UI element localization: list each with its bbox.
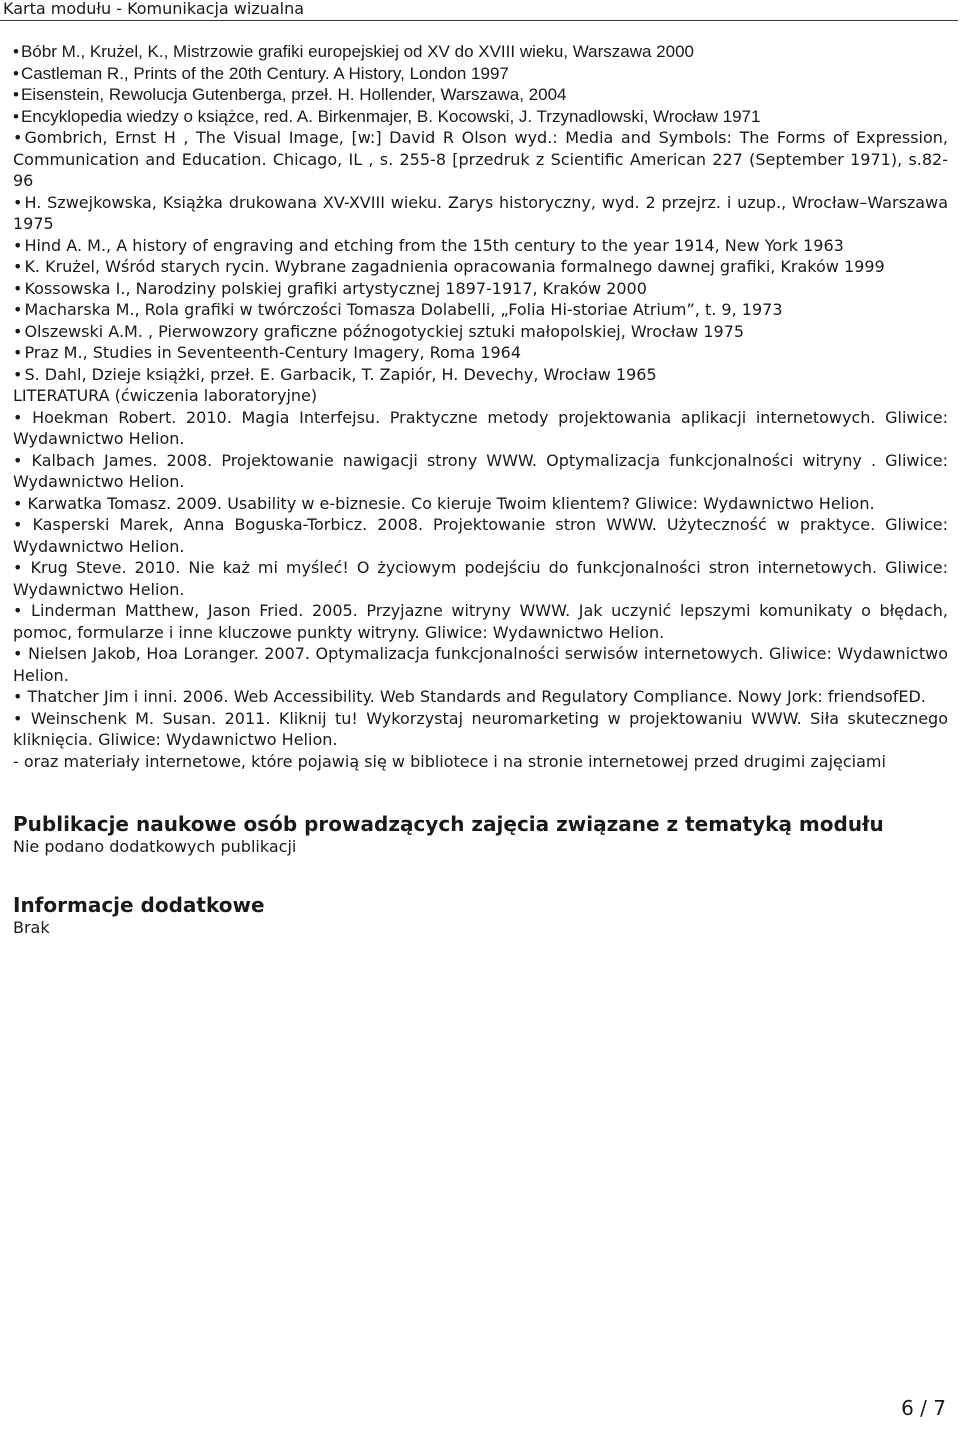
bullet-icon: • — [13, 644, 23, 663]
literature-item: • Castleman R., Prints of the 20th Century. A History, London 1997 — [13, 63, 509, 83]
literature-item: • Eisenstein, Rewolucja Gutenberga, przeł. H. Hollender, Warszawa, 2004 — [13, 85, 567, 104]
bullet-icon: • — [13, 85, 19, 104]
literature-item: • Hind A. M., A history of engraving and etching from the 15th century to the year 1914, New York 1963 — [13, 235, 844, 255]
bullet-icon: • — [13, 493, 23, 513]
lab-literature-item: • Kalbach James. 2008. Projektowanie nawigacji strony WWW. Optymalizacja funkcjonalności witryny . Gliwice: Wydawnictwo Helion. — [13, 450, 948, 491]
bullet-icon: • — [13, 343, 23, 362]
section-spacer — [13, 857, 948, 892]
bullet-icon: • — [13, 106, 19, 126]
lab-literature-list — [13, 407, 948, 751]
literature-item: • Encyklopedia wiedzy o książce, red. A. Birkenmajer, B. Kocowski, J. Trzynadlowski, Wrocław 1971 — [13, 106, 761, 126]
lab-literature-item: • Krug Steve. 2010. Nie każ mi myśleć! O życiowym podejściu do funkcjonalności stron internetowych. Gliwice: Wydawnictwo Helion. — [13, 558, 949, 599]
lab-literature-item: • Kasperski Marek, Anna Boguska-Torbicz. 2008. Projektowanie stron WWW. Użyteczność w praktyce. Gliwice: Wydawnictwo Helion. — [13, 515, 948, 556]
additional-info-text: Brak — [13, 918, 50, 937]
literature-item: • H. Szwejkowska, Książka drukowana XV-XVIII wieku. Zarys historyczny, wyd. 2 przejrz. i uzup., Wrocław–Warszawa 1975 — [13, 192, 948, 233]
lab-literature-item: • Thatcher Jim i inni. 2006. Web Accessibility. Web Standards and Regulatory Compliance. Nowy Jork: friendsofED. — [13, 687, 926, 706]
page-header — [0, 0, 958, 21]
literature-item: • K. Krużel, Wśród starych rycin. Wybrane zagadnienia opracowania formalnego dawnej grafiki, Kraków 1999 — [13, 257, 885, 276]
literature-item: • Kossowska I., Narodziny polskiej grafiki artystycznej 1897-1917, Kraków 2000 — [13, 278, 647, 298]
bullet-icon: • — [13, 687, 23, 706]
additional-info-heading: Informacje dodatkowe — [13, 893, 265, 917]
literature-item: • Bóbr M., Krużel, K., Mistrzowie grafiki europejskiej od XV do XVIII wieku, Warszawa 2000 — [13, 42, 694, 61]
bullet-icon: • — [13, 450, 23, 470]
bullet-icon: • — [13, 601, 23, 620]
literature-item: • Praz M., Studies in Seventeenth-Century Imagery, Roma 1964 — [13, 343, 521, 362]
bullet-icon: • — [13, 257, 23, 276]
bullet-icon: • — [13, 515, 23, 534]
bullet-icon: • — [13, 42, 19, 61]
closing-note: - oraz materiały internetowe, które pojawią się w bibliotece i na stronie internetowej przed drugimi zajęciami — [13, 751, 886, 771]
bullet-icon: • — [13, 407, 23, 427]
lab-literature-item: • Nielsen Jakob, Hoa Loranger. 2007. Optymalizacja funkcjonalności serwisów internetowych. Gliwice: Wydawnictwo Helion. — [13, 644, 948, 685]
bullet-icon: • — [13, 192, 23, 212]
literature-list — [13, 41, 948, 385]
bullet-icon: • — [13, 63, 19, 83]
section-spacer — [13, 772, 948, 811]
document-body — [13, 41, 948, 938]
bullet-icon: • — [13, 128, 23, 147]
lab-literature-heading: LITERATURA (ćwiczenia laboratoryjne) — [13, 386, 318, 405]
publications-text: Nie podano dodatkowych publikacji — [13, 837, 297, 856]
bullet-icon: • — [13, 235, 23, 255]
bullet-icon: • — [13, 364, 23, 384]
bullet-icon: • — [13, 321, 23, 341]
bullet-icon: • — [13, 708, 23, 728]
bullet-icon: • — [13, 278, 23, 298]
lab-literature-item: • Linderman Matthew, Jason Fried. 2005. Przyjazne witryny WWW. Jak uczynić lepszymi komunikaty o błędach, pomoc, formularze i inne kluczowe punkty witryny. Gliwice: Wydawnictwo Helion. — [13, 601, 948, 642]
publications-heading: Publikacje naukowe osób prowadzących zajęcia związane z tematyką modułu — [13, 812, 884, 836]
literature-item: • Gombrich, Ernst H , The Visual Image, [w:] David R Olson wyd.: Media and Symbols: The Forms of Expression, Communication and Education. Chicago, IL , s. 255-8 [przedruk z Scientific American 227 (September 1971), s.82-96 — [13, 128, 948, 190]
page-header-title: Karta modułu - Komunikacja wizualna — [3, 0, 305, 18]
bullet-icon: • — [13, 558, 23, 577]
literature-item: • Olszewski A.M. , Pierwowzory graficzne późnogotyckiej sztuki małopolskiej, Wrocław 1975 — [13, 321, 745, 341]
lab-literature-item: • Karwatka Tomasz. 2009. Usability w e-biznesie. Co kieruje Twoim klientem? Gliwice: Wydawnictwo Helion. — [13, 493, 875, 513]
page-number: 6 / 7 — [901, 1396, 946, 1420]
bullet-icon: • — [13, 300, 23, 319]
literature-item: • Macharska M., Rola grafiki w twórczości Tomasza Dolabelli, „Folia Hi-storiae Atrium”, t. 9, 1973 — [13, 300, 783, 319]
literature-item: • S. Dahl, Dzieje książki, przeł. E. Garbacik, T. Zapiór, H. Devechy, Wrocław 1965 — [13, 364, 657, 384]
lab-literature-item: • Hoekman Robert. 2010. Magia Interfejsu. Praktyczne metody projektowania aplikacji internetowych. Gliwice: Wydawnictwo Helion. — [13, 407, 948, 448]
lab-literature-item: • Weinschenk M. Susan. 2011. Kliknij tu! Wykorzystaj neuromarketing w projektowaniu WWW. Siła skutecznego kliknięcia. Gliwice: Wydawnictwo Helion. — [13, 708, 949, 749]
